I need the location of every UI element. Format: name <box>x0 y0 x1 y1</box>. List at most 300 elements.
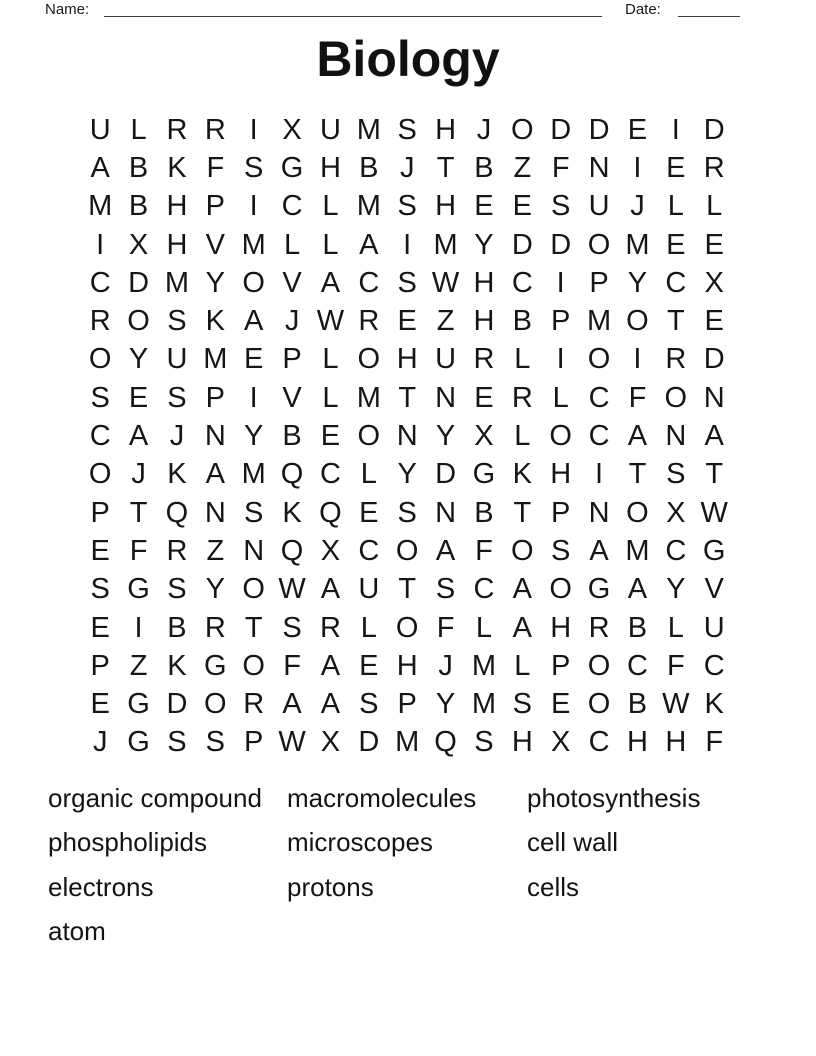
grid-letter: A <box>512 573 532 606</box>
grid-letter: L <box>322 343 339 376</box>
grid-letter: Y <box>435 420 456 453</box>
grid-letter: S <box>282 611 302 644</box>
grid-letter: R <box>358 305 380 338</box>
grid-letter: F <box>436 611 455 644</box>
grid-letter: L <box>360 458 377 491</box>
grid-letter: P <box>205 381 225 414</box>
grid-letter: F <box>628 381 647 414</box>
grid-letter: T <box>705 458 724 491</box>
grid-letter: R <box>166 113 188 146</box>
grid-letter: S <box>474 726 494 759</box>
grid-letter: C <box>588 420 610 453</box>
grid-letter: U <box>166 343 188 376</box>
grid-letter: T <box>436 151 455 184</box>
grid-letter: I <box>556 343 565 376</box>
grid-letter: C <box>89 420 111 453</box>
date-blank-line <box>678 0 740 17</box>
grid-letter: O <box>88 458 112 491</box>
word-list-item: macromolecules <box>287 782 477 813</box>
grid-letter: B <box>282 420 302 453</box>
grid-letter: E <box>359 496 379 529</box>
grid-letter: O <box>511 113 534 146</box>
grid-letter: D <box>358 726 380 759</box>
grid-letter: H <box>319 151 341 184</box>
grid-letter: A <box>244 305 264 338</box>
grid-letter: W <box>278 573 306 606</box>
grid-letter: W <box>662 688 690 721</box>
grid-letter: Q <box>280 458 304 491</box>
grid-row <box>81 417 733 455</box>
word-list-item: organic compound <box>48 782 262 813</box>
grid-letter: D <box>588 113 610 146</box>
grid-letter: S <box>551 534 571 567</box>
grid-letter: J <box>169 420 185 453</box>
grid-letter: H <box>435 113 457 146</box>
grid-letter: Y <box>205 573 225 606</box>
grid-letter: G <box>587 573 611 606</box>
grid-letter: E <box>397 305 417 338</box>
grid-letter: I <box>134 611 143 644</box>
grid-letter: X <box>666 496 686 529</box>
grid-letter: E <box>666 151 686 184</box>
grid-letter: S <box>397 266 417 299</box>
grid-letter: N <box>204 420 226 453</box>
grid-letter: S <box>551 190 571 223</box>
grid-letter: A <box>320 688 341 721</box>
grid-letter: A <box>205 458 225 491</box>
grid-letter: V <box>205 228 225 261</box>
grid-letter: Y <box>474 228 494 261</box>
grid-letter: O <box>357 420 381 453</box>
grid-letter: M <box>356 190 381 223</box>
grid-letter: N <box>703 381 725 414</box>
grid-letter: P <box>90 496 110 529</box>
grid-letter: A <box>320 266 341 299</box>
grid-row <box>81 379 733 417</box>
grid-letter: I <box>633 151 642 184</box>
grid-letter: O <box>587 688 611 721</box>
grid-letter: Q <box>319 496 342 529</box>
grid-letter: E <box>512 190 532 223</box>
name-blank-line <box>104 0 602 17</box>
grid-letter: Y <box>397 458 417 491</box>
grid-letter: X <box>704 266 724 299</box>
grid-letter: L <box>667 190 684 223</box>
grid-letter: R <box>319 611 341 644</box>
grid-row <box>81 647 733 685</box>
grid-letter: H <box>550 458 572 491</box>
grid-letter: U <box>588 190 610 223</box>
grid-letter: G <box>127 573 150 606</box>
grid-letter: L <box>283 228 301 261</box>
grid-letter: Q <box>165 496 189 529</box>
word-list-item: cell wall <box>527 827 619 858</box>
grid-letter: T <box>129 496 148 529</box>
grid-letter: D <box>703 113 725 146</box>
grid-letter: L <box>322 381 339 414</box>
grid-letter: S <box>435 573 456 606</box>
grid-letter: L <box>322 228 339 261</box>
grid-letter: G <box>472 458 496 491</box>
grid-row <box>81 532 733 570</box>
grid-letter: C <box>281 190 303 223</box>
grid-letter: X <box>551 726 571 759</box>
grid-letter: I <box>249 113 258 146</box>
grid-letter: E <box>666 228 686 261</box>
grid-letter: K <box>167 649 187 682</box>
word-list-item: electrons <box>48 871 154 902</box>
word-list-item: protons <box>287 871 374 902</box>
grid-letter: R <box>166 534 188 567</box>
grid-letter: Z <box>206 534 225 567</box>
grid-letter: S <box>397 496 417 529</box>
grid-letter: O <box>511 534 534 567</box>
grid-letter: Y <box>205 266 225 299</box>
grid-row <box>81 341 733 379</box>
grid-letter: G <box>127 688 150 721</box>
grid-row <box>81 724 733 762</box>
grid-letter: W <box>278 726 306 759</box>
grid-letter: J <box>476 113 492 146</box>
grid-letter: Z <box>129 649 148 682</box>
grid-letter: I <box>671 113 680 146</box>
grid-letter: T <box>513 496 532 529</box>
grid-letter: S <box>90 381 110 414</box>
grid-letter: T <box>398 381 417 414</box>
grid-letter: T <box>398 573 417 606</box>
grid-letter: B <box>128 190 149 223</box>
word-list-column <box>287 776 476 910</box>
grid-letter: S <box>359 688 379 721</box>
grid-row <box>81 494 733 532</box>
grid-letter: S <box>167 305 187 338</box>
grid-letter: F <box>129 534 148 567</box>
grid-letter: C <box>665 266 687 299</box>
grid-letter: F <box>206 151 225 184</box>
grid-letter: E <box>320 420 341 453</box>
grid-letter: A <box>435 534 456 567</box>
grid-letter: A <box>90 151 110 184</box>
grid-letter: O <box>242 649 265 682</box>
grid-letter: X <box>320 534 341 567</box>
grid-letter: J <box>92 726 108 759</box>
grid-letter: R <box>703 151 725 184</box>
grid-letter: O <box>626 305 649 338</box>
grid-letter: L <box>514 343 531 376</box>
grid-letter: O <box>242 266 265 299</box>
grid-letter: X <box>282 113 302 146</box>
grid-letter: E <box>627 113 648 146</box>
grid-letter: B <box>627 611 648 644</box>
grid-letter: K <box>167 151 187 184</box>
grid-letter: L <box>514 420 531 453</box>
grid-letter: G <box>702 534 726 567</box>
grid-letter: A <box>627 573 648 606</box>
grid-letter: F <box>283 649 301 682</box>
grid-row <box>81 456 733 494</box>
grid-letter: J <box>630 190 645 223</box>
grid-letter: H <box>166 190 188 223</box>
grid-letter: D <box>703 343 725 376</box>
grid-letter: L <box>514 649 531 682</box>
grid-letter: D <box>435 458 457 491</box>
grid-letter: F <box>551 151 570 184</box>
grid-letter: R <box>665 343 687 376</box>
grid-letter: Y <box>244 420 264 453</box>
grid-letter: A <box>282 688 302 721</box>
grid-letter: I <box>633 343 642 376</box>
grid-letter: F <box>666 649 685 682</box>
grid-letter: K <box>512 458 532 491</box>
grid-letter: G <box>280 151 304 184</box>
name-label: Name: <box>45 1 90 18</box>
grid-letter: D <box>511 228 533 261</box>
grid-letter: C <box>358 534 380 567</box>
grid-letter: S <box>90 573 110 606</box>
grid-row <box>81 264 733 302</box>
grid-letter: R <box>204 611 226 644</box>
grid-letter: N <box>588 151 610 184</box>
grid-letter: J <box>131 458 146 491</box>
grid-letter: R <box>473 343 495 376</box>
grid-letter: Y <box>435 688 456 721</box>
grid-letter: P <box>282 343 302 376</box>
grid-letter: E <box>128 381 149 414</box>
grid-letter: O <box>626 496 649 529</box>
grid-letter: N <box>243 534 265 567</box>
grid-letter: S <box>397 190 417 223</box>
grid-letter: A <box>589 534 609 567</box>
grid-letter: P <box>551 649 571 682</box>
grid-letter: X <box>474 420 494 453</box>
grid-letter: S <box>397 113 417 146</box>
grid-letter: W <box>431 266 460 299</box>
grid-letter: O <box>549 420 572 453</box>
grid-letter: E <box>704 305 724 338</box>
grid-letter: S <box>167 573 187 606</box>
grid-letter: S <box>244 496 264 529</box>
grid-letter: D <box>128 266 150 299</box>
grid-letter: L <box>130 113 147 146</box>
grid-letter: H <box>435 190 457 223</box>
grid-letter: E <box>90 534 110 567</box>
grid-letter: R <box>243 688 265 721</box>
grid-letter: R <box>511 381 533 414</box>
grid-letter: A <box>320 649 341 682</box>
grid-letter: H <box>166 228 188 261</box>
grid-letter: U <box>319 113 341 146</box>
grid-row <box>81 302 733 340</box>
grid-letter: N <box>435 381 457 414</box>
grid-letter: M <box>586 305 612 338</box>
grid-row <box>81 111 733 149</box>
grid-letter: H <box>396 343 418 376</box>
grid-letter: K <box>282 496 302 529</box>
grid-letter: O <box>395 534 419 567</box>
grid-letter: L <box>475 611 492 644</box>
grid-letter: F <box>705 726 724 759</box>
word-list-item: cells <box>527 871 580 902</box>
grid-letter: M <box>471 649 497 682</box>
grid-row <box>81 571 733 609</box>
grid-letter: V <box>282 266 302 299</box>
word-list-item: atom <box>48 916 106 947</box>
grid-letter: D <box>550 228 572 261</box>
puzzle-title: Biology <box>316 31 500 87</box>
grid-letter: L <box>360 611 377 644</box>
grid-letter: P <box>551 496 571 529</box>
grid-letter: F <box>475 534 493 567</box>
grid-row <box>81 226 733 264</box>
grid-letter: M <box>88 190 113 223</box>
grid-letter: B <box>627 688 648 721</box>
grid-letter: H <box>396 649 418 682</box>
grid-letter: T <box>666 305 685 338</box>
grid-letter: N <box>435 496 457 529</box>
grid-letter: O <box>395 611 419 644</box>
grid-letter: M <box>356 113 381 146</box>
grid-letter: P <box>205 190 225 223</box>
grid-letter: M <box>625 534 650 567</box>
grid-letter: B <box>512 305 532 338</box>
grid-letter: L <box>706 190 723 223</box>
grid-letter: K <box>205 305 225 338</box>
grid-letter: C <box>588 726 610 759</box>
grid-row <box>81 188 733 226</box>
grid-letter: E <box>90 611 110 644</box>
grid-letter: M <box>395 726 420 759</box>
grid-letter: P <box>551 305 571 338</box>
grid-letter: T <box>244 611 263 644</box>
grid-letter: O <box>242 573 265 606</box>
grid-letter: E <box>474 190 494 223</box>
grid-letter: U <box>435 343 457 376</box>
grid-letter: U <box>89 113 111 146</box>
grid-letter: B <box>474 496 494 529</box>
grid-letter: H <box>626 726 648 759</box>
grid-letter: Y <box>128 343 149 376</box>
date-label: Date: <box>625 1 661 18</box>
grid-letter: Y <box>627 266 648 299</box>
grid-letter: S <box>167 726 187 759</box>
grid-letter: N <box>665 420 687 453</box>
grid-letter: S <box>666 458 686 491</box>
grid-letter: C <box>665 534 687 567</box>
grid-letter: H <box>511 726 533 759</box>
grid-letter: M <box>356 381 381 414</box>
grid-letter: I <box>595 458 604 491</box>
grid-letter: J <box>399 151 415 184</box>
grid-letter: M <box>471 688 497 721</box>
word-list-column <box>48 776 262 954</box>
grid-letter: I <box>249 381 258 414</box>
grid-letter: V <box>704 573 724 606</box>
grid-letter: U <box>358 573 380 606</box>
grid-letter: A <box>359 228 379 261</box>
grid-letter: X <box>128 228 149 261</box>
grid-letter: E <box>90 688 110 721</box>
grid-letter: R <box>89 305 111 338</box>
grid-letter: C <box>473 573 495 606</box>
grid-letter: O <box>127 305 150 338</box>
word-list-item: phospholipids <box>48 827 208 858</box>
grid-letter: C <box>626 649 648 682</box>
grid-letter: R <box>204 113 226 146</box>
grid-letter: M <box>203 343 228 376</box>
grid-letter: H <box>550 611 572 644</box>
grid-letter: K <box>704 688 724 721</box>
grid-letter: O <box>587 343 611 376</box>
grid-letter: Z <box>513 151 532 184</box>
grid-letter: E <box>551 688 571 721</box>
grid-letter: B <box>167 611 187 644</box>
grid-letter: I <box>96 228 105 261</box>
word-list-item: photosynthesis <box>527 782 701 813</box>
grid-letter: C <box>319 458 341 491</box>
grid-letter: P <box>589 266 609 299</box>
grid-letter: H <box>665 726 687 759</box>
grid-row <box>81 609 733 647</box>
grid-letter: C <box>89 266 111 299</box>
grid-letter: U <box>703 611 725 644</box>
grid-letter: M <box>164 266 190 299</box>
grid-letter: W <box>700 496 728 529</box>
grid-letter: O <box>549 573 572 606</box>
grid-letter: T <box>628 458 647 491</box>
grid-letter: C <box>358 266 380 299</box>
grid-letter: M <box>241 458 266 491</box>
grid-letter: A <box>320 573 341 606</box>
grid-letter: L <box>322 190 339 223</box>
grid-letter: Q <box>434 726 457 759</box>
grid-letter: J <box>284 305 300 338</box>
grid-letter: C <box>703 649 725 682</box>
grid-letter: D <box>550 113 572 146</box>
grid-letter: C <box>511 266 533 299</box>
grid-letter: R <box>588 611 610 644</box>
grid-letter: G <box>127 726 150 759</box>
grid-letter: H <box>473 266 495 299</box>
grid-letter: H <box>473 305 495 338</box>
grid-letter: L <box>552 381 569 414</box>
grid-letter: Y <box>666 573 686 606</box>
grid-row <box>81 149 733 187</box>
grid-letter: Z <box>436 305 455 338</box>
grid-letter: W <box>316 305 345 338</box>
grid-letter: D <box>166 688 188 721</box>
grid-letter: N <box>396 420 418 453</box>
grid-letter: G <box>204 649 227 682</box>
grid-letter: M <box>241 228 266 261</box>
grid-letter: S <box>167 381 187 414</box>
grid-letter: P <box>397 688 417 721</box>
grid-letter: N <box>204 496 226 529</box>
grid-letter: L <box>667 611 684 644</box>
grid-letter: E <box>704 228 724 261</box>
grid-letter: A <box>627 420 648 453</box>
grid-letter: X <box>320 726 341 759</box>
grid-letter: E <box>244 343 264 376</box>
letter-grid <box>81 111 733 762</box>
grid-letter: I <box>249 190 258 223</box>
grid-letter: B <box>359 151 379 184</box>
grid-letter: O <box>204 688 227 721</box>
grid-letter: B <box>474 151 494 184</box>
grid-letter: O <box>587 228 611 261</box>
grid-letter: M <box>625 228 650 261</box>
word-list-column <box>527 776 700 910</box>
grid-row <box>81 685 733 723</box>
